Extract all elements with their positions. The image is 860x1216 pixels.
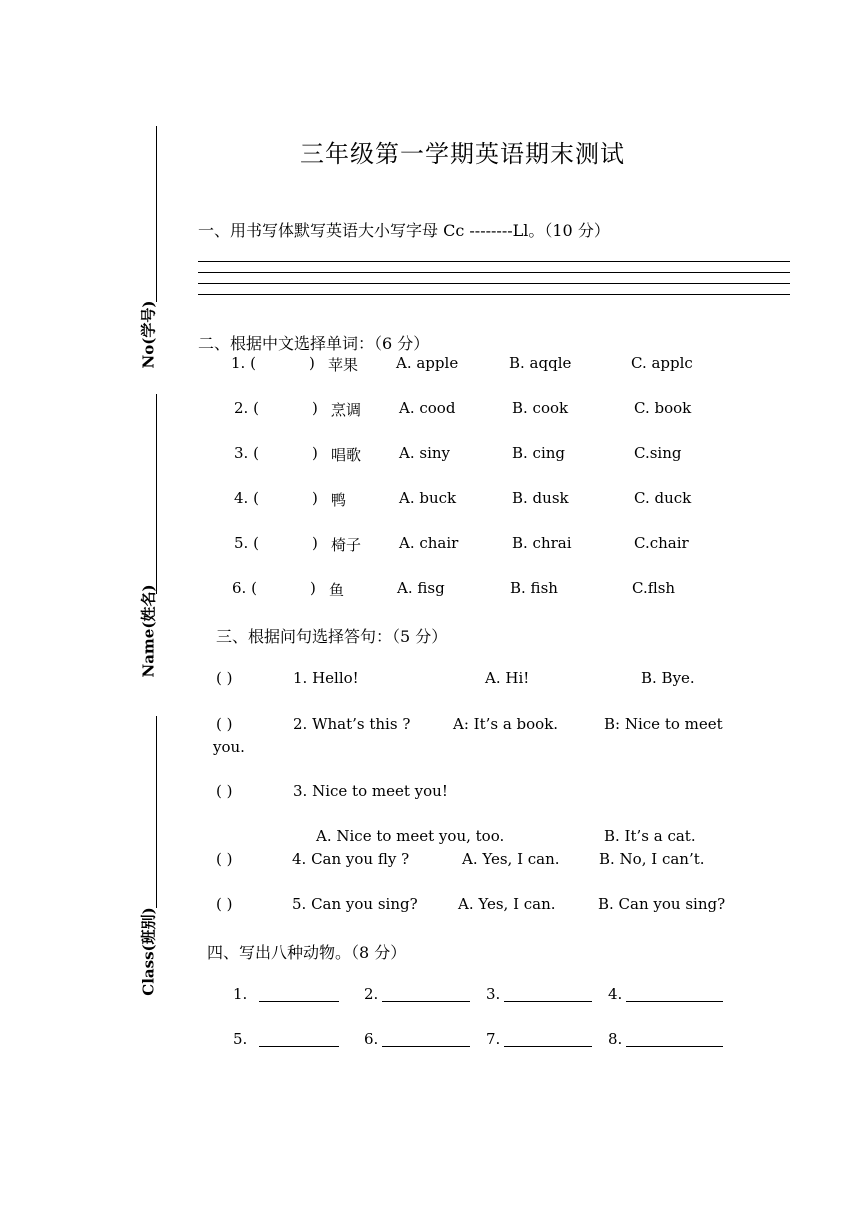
q3-1-question: 1. Hello! <box>293 669 359 687</box>
q2-item-4-close: ) <box>312 489 318 507</box>
q2-item-5-b: B. chrai <box>512 534 572 552</box>
answer-4-num: 4. <box>608 985 623 1003</box>
answer-7-num: 7. <box>486 1030 501 1048</box>
q2-item-6-c: C.flsh <box>632 579 676 597</box>
q3-5-paren: ( ) <box>216 895 233 913</box>
q3-3-question: 3. Nice to meet you! <box>293 782 448 800</box>
q2-item-5-a: A. chair <box>399 534 459 552</box>
q2-item-4-c: C. duck <box>634 489 692 507</box>
answer-1-blank[interactable] <box>259 987 339 1002</box>
q3-3-option-a: A. Nice to meet you, too. <box>316 827 505 845</box>
q2-item-2-close: ) <box>312 399 318 417</box>
q3-5-option-b: B. Can you sing? <box>598 895 726 913</box>
answer-6-num: 6. <box>364 1030 379 1048</box>
q3-3-option-b: B. It’s a cat. <box>604 827 696 845</box>
answer-5-num: 5. <box>233 1030 248 1048</box>
q3-4-option-a: A. Yes, I can. <box>462 850 560 868</box>
answer-3-blank[interactable] <box>504 987 592 1002</box>
q3-5-question: 5. Can you sing? <box>292 895 418 913</box>
q2-item-4-b: B. dusk <box>512 489 569 507</box>
q2-item-1-a: A. apple <box>396 354 459 372</box>
section1-heading: 一、用书写体默写英语大小写字母 Cc --------Ll。（10 分） <box>198 221 610 240</box>
q2-item-3-close: ) <box>312 444 318 462</box>
q2-item-1-c: C. applc <box>631 354 693 372</box>
q2-item-2-a: A. cood <box>399 399 456 417</box>
q2-item-6-b: B. fish <box>510 579 558 597</box>
answer-2-blank[interactable] <box>382 987 470 1002</box>
answer-2-num: 2. <box>364 985 379 1003</box>
q2-item-3-num: 3. ( <box>234 444 259 462</box>
q3-2-option-a: A: It’s a book. <box>453 715 559 733</box>
q2-item-4-a: A. buck <box>399 489 457 507</box>
q2-item-1-b: B. aqqle <box>509 354 572 372</box>
section3-heading: 三、根据问句选择答句：（5 分） <box>216 627 448 646</box>
side-label-class: Class(班别) <box>139 907 158 996</box>
q3-1-option-a: A. Hi! <box>485 669 530 687</box>
section2-heading: 二、根据中文选择单词：（6 分） <box>198 334 430 353</box>
answer-8-blank[interactable] <box>626 1032 723 1047</box>
writing-line-3 <box>198 283 790 284</box>
q2-item-6-cn: 鱼 <box>329 581 345 599</box>
q2-item-6-num: 6. ( <box>232 579 257 597</box>
side-label-name: Name(姓名) <box>139 584 158 678</box>
answer-7-blank[interactable] <box>504 1032 592 1047</box>
writing-line-2 <box>198 272 790 273</box>
answer-8-num: 8. <box>608 1030 623 1048</box>
q3-2-wrap: you. <box>213 738 245 756</box>
answer-6-blank[interactable] <box>382 1032 470 1047</box>
q2-item-5-c: C.chair <box>634 534 689 552</box>
answer-3-num: 3. <box>486 985 501 1003</box>
answer-5-blank[interactable] <box>259 1032 339 1047</box>
q3-2-paren: ( ) <box>216 715 233 733</box>
margin-line-middle <box>156 394 157 594</box>
answer-4-blank[interactable] <box>626 987 723 1002</box>
q2-item-1-num: 1. ( <box>231 354 256 372</box>
q3-2-option-b: B: Nice to meet <box>604 715 723 733</box>
q2-item-1-cn: 苹果 <box>328 356 359 374</box>
q2-item-3-a: A. siny <box>399 444 450 462</box>
writing-line-1 <box>198 261 790 262</box>
q2-item-5-close: ) <box>312 534 318 552</box>
q2-item-3-b: B. cing <box>512 444 566 462</box>
page-title: 三年级第一学期英语期末测试 <box>300 140 625 168</box>
q3-5-option-a: A. Yes, I can. <box>458 895 556 913</box>
q2-item-2-b: B. cook <box>512 399 569 417</box>
q2-item-2-cn: 烹调 <box>331 401 362 419</box>
q2-item-2-c: C. book <box>634 399 692 417</box>
q2-item-4-cn: 鸭 <box>331 491 347 509</box>
q3-3-paren: ( ) <box>216 782 233 800</box>
q2-item-3-c: C.sing <box>634 444 682 462</box>
q2-item-6-a: A. fisg <box>397 579 445 597</box>
q2-item-2-num: 2. ( <box>234 399 259 417</box>
writing-line-4 <box>198 294 790 295</box>
q2-item-1-close: ) <box>309 354 315 372</box>
q2-item-5-cn: 椅子 <box>331 536 362 554</box>
q3-2-question: 2. What’s this ? <box>293 715 411 733</box>
q3-1-option-b: B. Bye. <box>641 669 695 687</box>
q2-item-4-num: 4. ( <box>234 489 259 507</box>
q2-item-6-close: ) <box>310 579 316 597</box>
side-label-no: No(学号) <box>139 300 158 369</box>
q2-item-5-num: 5. ( <box>234 534 259 552</box>
margin-line-top <box>156 126 157 302</box>
q3-1-paren: ( ) <box>216 669 233 687</box>
answer-1-num: 1. <box>233 985 248 1003</box>
q3-4-paren: ( ) <box>216 850 233 868</box>
q3-4-question: 4. Can you fly ? <box>292 850 410 868</box>
q3-4-option-b: B. No, I can’t. <box>599 850 705 868</box>
q2-item-3-cn: 唱歌 <box>331 446 362 464</box>
section4-heading: 四、写出八种动物。（8 分） <box>207 943 407 962</box>
margin-line-bottom <box>156 716 157 908</box>
